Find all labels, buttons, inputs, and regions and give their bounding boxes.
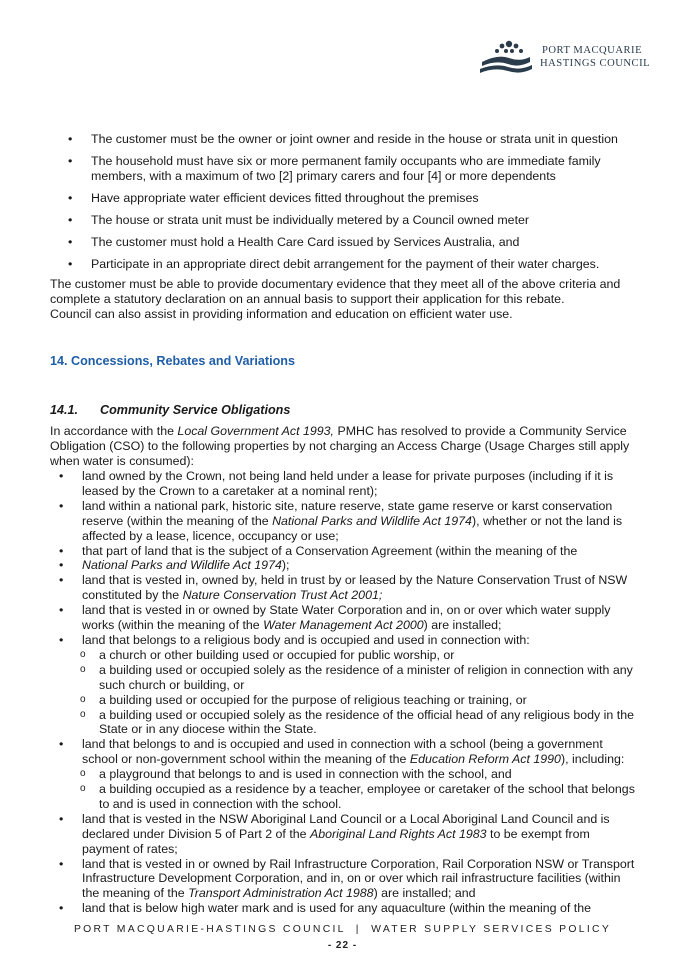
item-text: land that belongs to and is occupied and used in connection with a school (being a government school or non-government school within the meaning of the — [82, 737, 603, 767]
list-item: • The house or strata unit must be individually metered by a Council owned meter — [50, 213, 640, 228]
list-item — [50, 857, 640, 902]
item-text: land that is vested in, owned by, held in trust by or leased by the Nature Conservation Trust of NSW constituted by the — [82, 573, 628, 603]
list-item: • Have appropriate water efficient devices fitted throughout the premises — [50, 191, 640, 206]
list-item — [50, 812, 640, 857]
list-item — [50, 558, 640, 573]
item-act: National Parks and Wildlife Act 1974 — [82, 558, 282, 573]
sub-list — [50, 648, 640, 737]
list-item — [50, 544, 640, 559]
intro-paragraph — [50, 424, 640, 469]
logo-line-1: PORT MACQUARIE — [542, 45, 643, 56]
sub-list-item: o a playground that belongs to and is used in connection with the school, and — [50, 767, 640, 782]
list-item — [50, 469, 640, 499]
subsection-title: Community Service Obligations — [100, 403, 291, 417]
item-act: Transport Administration Act 1988 — [188, 886, 374, 901]
item-text: ) are installed; — [423, 618, 502, 633]
item-act: Education Reform Act 1990 — [409, 752, 561, 767]
sub-list-item: o a building occupied as a residence by a teacher, employee or caretaker of the school that belongs to and is used in connection with the school. — [50, 782, 640, 812]
item-text: ), including: — [560, 752, 625, 767]
page-footer: PORT MACQUARIE-HASTINGS COUNCIL | WATER SUPPLY SERVICES POLICY — [73, 924, 612, 935]
criteria-list — [50, 132, 640, 272]
item-text: land within a national park, historic site, nature reserve, state game reserve or karst conservation reserve (within the meaning of the — [82, 498, 613, 528]
item-act: Aboriginal Land Rights Act 1983 — [309, 826, 487, 841]
item-text: land that belongs to a religious body and is occupied and used in connection with: — [82, 632, 530, 647]
list-item: • The customer must be the owner or joint owner and reside in the house or strata unit in question — [50, 132, 640, 147]
intro-act: Local Government Act 1993, — [177, 424, 334, 438]
sub-list-item: o a church or other building used or occupied for public worship, or — [50, 648, 640, 663]
subsection-heading — [50, 403, 640, 417]
list-item — [50, 901, 640, 916]
list-item — [50, 633, 640, 737]
item-text: land that is vested in or owned by State Water Corporation and in, on or over which water supply works (within the meaning of the — [82, 603, 611, 633]
council-logo — [478, 38, 658, 78]
cso-list — [50, 469, 640, 916]
list-item: • The household must have six or more permanent family occupants who are immediate family members, with a maximum of two [2] primary carers and four [4] or more dependents — [50, 154, 640, 184]
list-item — [50, 603, 640, 633]
sub-list — [50, 767, 640, 812]
item-text: ) are installed; and — [373, 886, 476, 901]
logo-wordmark — [540, 44, 650, 70]
evidence-paragraph: The customer must be able to provide documentary evidence that they meet all of the above criteria and complete a statutory declaration on an annual basis to support their application for this rebate. — [50, 277, 621, 306]
item-text: land owned by the Crown, not being land held under a lease for private purposes (including if it is leased by the Crown to a caretaker at a nominal rent); — [82, 469, 614, 498]
subsection-number: 14.1. — [50, 403, 79, 417]
item-text: ), whether or not the land is affected by a lease, licence, occupancy or use; — [82, 513, 623, 543]
item-act: Water Management Act 2000 — [263, 618, 424, 633]
item-act: National Parks and Wildlife Act 1974 — [272, 513, 472, 528]
item-text: ); — [281, 558, 290, 573]
sub-list-item: o a building used or occupied solely as the residence of the official head of any religious body in the State or in any diocese within the State. — [50, 708, 640, 738]
page-number: - 22 - — [327, 940, 358, 951]
assist-paragraph: Council can also assist in providing information and education on efficient water use. — [50, 307, 513, 321]
item-act: Nature Conservation Trust Act 2001; — [182, 588, 383, 603]
page-content — [50, 132, 640, 916]
intro-text-1: In accordance with the — [50, 424, 178, 438]
list-item — [50, 737, 640, 812]
intro-text-2: PMHC has resolved to provide a Community Service Obligation (CSO) to the following properties by not charging an Access Charge (Usage Charges still apply when water is consumed): — [50, 424, 630, 468]
item-text: land that is vested in or owned by Rail Infrastructure Corporation, Rail Corporation NSW or Transport Infrastructure Development Corporation, and in, on or over which rail infrastructure facilities (within the meaning of the — [82, 856, 635, 901]
logo-emblem-icon — [478, 38, 534, 78]
sub-list-item: o a building used or occupied for the purpose of religious teaching or training, or — [50, 693, 640, 708]
sub-list-item: o a building used or occupied solely as the residence of a minister of religion in connection with any such church or building, or — [50, 663, 640, 693]
logo-line-2: HASTINGS COUNCIL — [540, 58, 651, 69]
item-text: to be exempt from payment of rates; — [82, 826, 590, 856]
list-item — [50, 573, 640, 603]
item-text: land that is vested in the NSW Aboriginal Land Council or a Local Aboriginal Land Council and is declared under Division 5 of Part 2 of the — [82, 811, 610, 841]
item-text: that part of land that is the subject of a Conservation Agreement (within the meaning of the — [82, 543, 578, 558]
list-item: • Participate in an appropriate direct debit arrangement for the payment of their water charges. — [50, 257, 640, 272]
list-item — [50, 499, 640, 544]
list-item: • The customer must hold a Health Care Card issued by Services Australia, and — [50, 235, 640, 250]
section-heading: 14. Concessions, Rebates and Variations — [50, 354, 295, 368]
item-text: land that is below high water mark and is used for any aquaculture (within the meaning of the — [82, 901, 591, 916]
